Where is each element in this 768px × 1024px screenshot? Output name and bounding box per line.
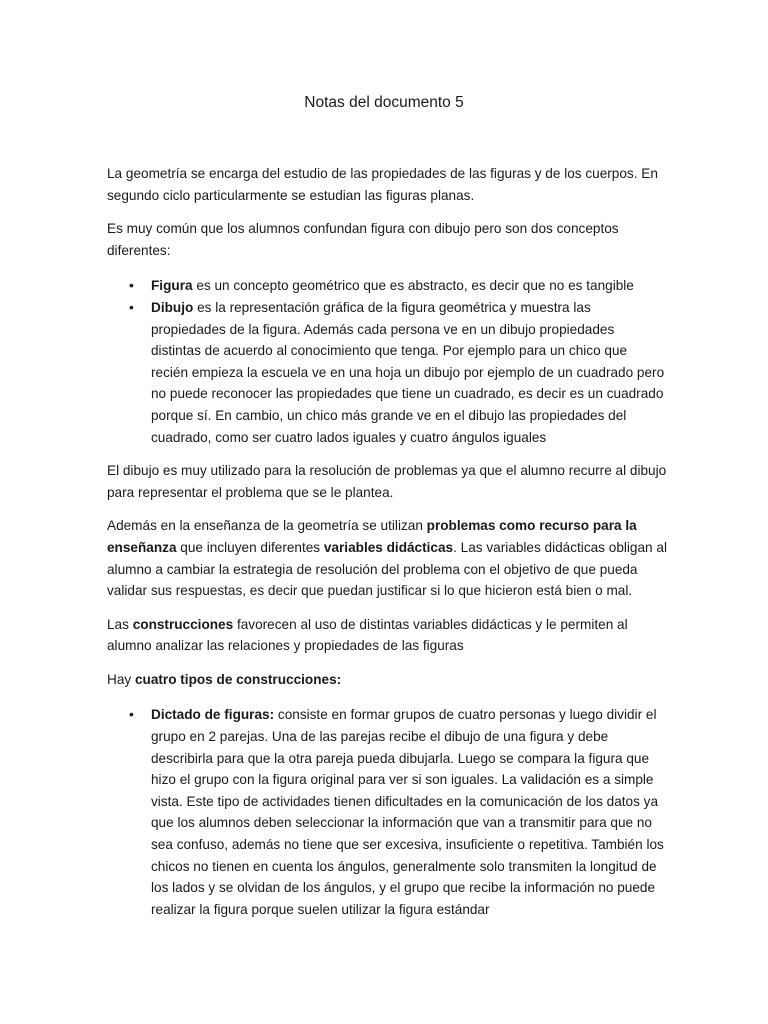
text-figura: es un concepto geométrico que es abstracto, es decir que no es tangible	[192, 278, 634, 294]
text-dibujo: es la representación gráfica de la figura geométrica y muestra las propiedades de la figura. Además cada persona ve en un dibujo propiedades distintas de acuerdo al conocimiento que tenga. Por ejemplo para un chico que recién empieza la escuela ve en una hoja un dibujo por ejemplo de un cuadrado pero no puede reconocer las propiedades que tiene un cuadrado, es decir es un cuadrado porque sí. En cambio, un chico más grande ve en el dibujo las propiedades del cuadrado, como ser cuatro lados iguales y cuatro ángulos iguales	[151, 299, 665, 445]
p4-text-2: que incluyen diferentes	[176, 539, 324, 555]
document-body	[107, 163, 667, 932]
paragraph-construcciones	[107, 614, 667, 657]
term-dictado: Dictado de figuras:	[151, 707, 275, 723]
document-title: Notas del documento 5	[304, 94, 464, 111]
p5-text-2: favorecen al uso de distintas variables didácticas y le permiten al alumno analizar las relaciones y propiedades de las figuras	[107, 616, 628, 654]
list-item-figura	[151, 275, 667, 297]
p4-text-1: Además en la enseñanza de la geometría se utilizan	[107, 518, 427, 534]
p6-bold-1: cuatro tipos de construcciones:	[134, 671, 342, 687]
term-dibujo: Dibujo	[151, 299, 194, 315]
list-conceptos	[107, 275, 667, 448]
paragraph-variables-didacticas	[107, 515, 667, 601]
p4-text-3: . Las variables didácticas obligan al alumno a cambiar la estrategia de resolución del problema con el objetivo de que pueda validar sus respuestas, es decir que puedan justificar si lo que hicieron está bien o mal.	[107, 539, 667, 599]
p5-text-1: Las	[107, 616, 133, 632]
term-figura: Figura	[151, 278, 193, 294]
list-tipos	[107, 704, 667, 920]
text-dictado: consiste en formar grupos de cuatro personas y luego dividir el grupo en 2 parejas. Una de las parejas recibe el dibujo de una figura y debe describirla para que la otra pareja pueda dibujarla. Luego se compara la figura que hizo el grupo con la figura original para ver si son iguales. La validación es a simple vista. Este tipo de actividades tienen dificultades en la comunicación de los datos ya que los alumnos deben seleccionar la información que van a transmitir para que no sea confuso, además no tiene que ser excesiva, insuficiente o repetitiva. También los chicos no tienen en cuenta los ángulos, generalmente solo transmiten la longitud de los lados y se olvidan de los ángulos, y el grupo que recibe la información no puede realizar la figura porque suelen utilizar la figura estándar	[151, 707, 664, 917]
paragraph-tipos-construcciones	[107, 669, 667, 691]
p4-bold-2: variables didácticas	[323, 539, 454, 555]
list-item-dibujo	[151, 297, 667, 448]
p5-bold-1: construcciones	[132, 616, 234, 632]
paragraph-figura-dibujo: Es muy común que los alumnos confundan figura con dibujo pero son dos conceptos diferentes:	[107, 221, 619, 258]
p4-bold-1: problemas como recurso para la enseñanza	[107, 518, 637, 555]
paragraph-geometria: La geometría se encarga del estudio de las propiedades de las figuras y de los cuerpos. En segundo ciclo particularmente se estudian las figuras planas.	[107, 166, 658, 203]
list-item-dictado	[151, 704, 667, 920]
p6-text-1: Hay	[107, 671, 135, 687]
paragraph-dibujo-problemas: El dibujo es muy utilizado para la resolución de problemas ya que el alumno recurre al dibujo para representar el problema que se le plantea.	[107, 463, 667, 500]
